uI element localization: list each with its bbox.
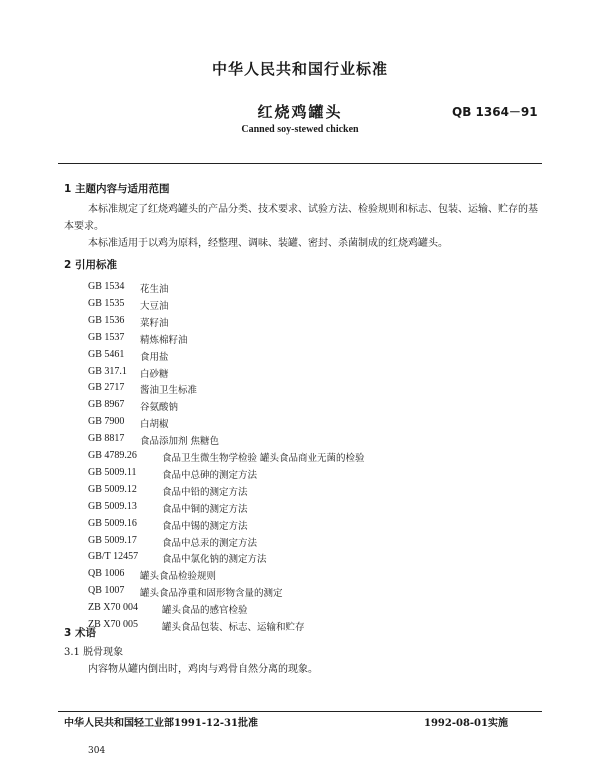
section-2-heading: 2 引用标准: [64, 259, 117, 271]
reference-code: QB 1006: [88, 568, 125, 580]
reference-title: 食品中总汞的测定方法: [162, 537, 258, 549]
english-title: Canned soy-stewed chicken: [241, 124, 359, 135]
reference-code: GB 8967: [88, 399, 125, 411]
reference-code: GB 1535: [88, 297, 125, 309]
reference-code: GB 1537: [88, 331, 125, 343]
reference-code: GB 2717: [88, 382, 125, 394]
reference-code: GB 5009.12: [88, 483, 137, 495]
page-number: 304: [88, 746, 106, 756]
reference-code: GB 5009.17: [88, 534, 137, 546]
section-3-heading: 3 术语: [64, 627, 96, 639]
reference-code: GB 5009.13: [88, 500, 137, 512]
reference-title: 食用盐: [140, 351, 169, 363]
reference-code: GB 5009.16: [88, 517, 137, 529]
implementation-date: 1992-08-01实施: [424, 718, 508, 729]
reference-title: 罐头食品检验规则: [140, 571, 217, 583]
term-3-1-definition: 内容物从罐内倒出时，鸡肉与鸡骨自然分离的现象。: [88, 664, 318, 675]
reference-code: GB 5461: [88, 348, 125, 360]
reference-code: GB 1536: [88, 314, 125, 326]
standard-category: 中华人民共和国行业标准: [211, 60, 388, 78]
reference-code: GB 8817: [88, 433, 125, 445]
reference-title: 菜籽油: [140, 317, 169, 329]
reference-title: 白砂糖: [140, 368, 169, 380]
page-title: 红烧鸡罐头: [257, 103, 343, 121]
reference-title: 罐头食品包装、标志、运输和贮存: [162, 622, 305, 633]
section-1-heading: 1 主题内容与适用范围: [64, 183, 170, 195]
reference-title: 食品中氯化钠的测定方法: [162, 554, 267, 566]
reference-title: 花生油: [140, 284, 169, 295]
issuer-approval: 中华人民共和国轻工业部1991-12-31批准: [64, 718, 258, 729]
top-divider: [58, 163, 542, 164]
section-1-para-1-line-2: 本要求。: [64, 221, 104, 232]
reference-title: 罐头食品净重和固形物含量的测定: [140, 588, 283, 600]
reference-code: QB 1007: [88, 585, 125, 597]
section-1-para-2: 本标准适用于以鸡为原料，经整理、调味、装罐、密封、杀菌制成的红烧鸡罐头。: [88, 238, 448, 249]
reference-code: GB 317.1: [88, 365, 127, 377]
reference-title: 谷氨酸钠: [140, 402, 179, 414]
term-3-1-heading: 3.1 脱骨现象: [64, 647, 124, 658]
reference-code: GB 4789.26: [88, 450, 137, 461]
reference-title: 食品中总砷的测定方法: [162, 469, 258, 481]
reference-title: 食品中铅的测定方法: [162, 486, 248, 498]
standard-code: QB 1364－91: [452, 105, 538, 119]
reference-title: 罐头食品的感官检验: [162, 605, 248, 617]
reference-title: 食品添加剂 焦糖色: [140, 436, 220, 448]
reference-title: 大豆油: [140, 300, 169, 312]
reference-title: 白胡椒: [140, 419, 169, 431]
reference-code: ZB X70 004: [88, 602, 138, 614]
reference-code: ZB X70 005: [88, 619, 138, 630]
reference-code: GB 1534: [88, 281, 125, 292]
bottom-divider: [58, 711, 542, 712]
reference-title: 精炼棉籽油: [140, 334, 188, 346]
reference-code: GB 5009.11: [88, 466, 137, 478]
section-1-para-1-line-1: 本标准规定了红烧鸡罐头的产品分类、技术要求、试验方法、检验规则和标志、包装、运输、贮存的基: [88, 204, 538, 215]
reference-title: 酱油卫生标准: [140, 385, 198, 397]
reference-title: 食品中铜的测定方法: [162, 503, 248, 515]
reference-code: GB/T 12457: [88, 551, 139, 563]
reference-code: GB 7900: [88, 416, 125, 428]
reference-title: 食品卫生微生物学检验 罐头食品商业无菌的检验: [162, 453, 365, 464]
reference-title: 食品中锡的测定方法: [162, 520, 248, 532]
